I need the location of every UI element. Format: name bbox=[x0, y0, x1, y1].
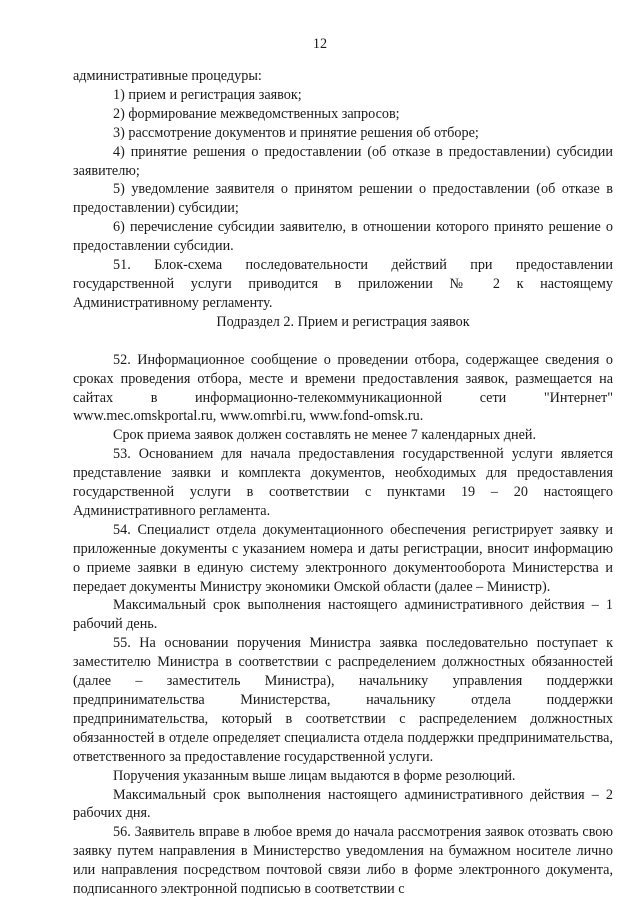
paragraph: административные процедуры: bbox=[73, 68, 262, 84]
list-item: 4) принятие решения о предоставлении (об отказе в предоставлении) субсидии заявителю; bbox=[73, 143, 613, 179]
page-number: 12 bbox=[312, 36, 328, 52]
list-item: 1) прием и регистрация заявок; bbox=[113, 86, 302, 103]
list-item: 2) формирование межведомственных запросов; bbox=[113, 105, 400, 122]
list-item: 5) уведомление заявителя о принятом решении о предоставлении (об отказе в предоставлении) субсидии; bbox=[73, 181, 613, 217]
paragraph: 56. Заявитель вправе в любое время до начала рассмотрения заявок отозвать свою заявку путем направления в Министерство уведомления на бумажном носителе лично или направления посредством почтовой связи либо в форме электронного документа, подписанного электронной подписью в соответствии с bbox=[73, 824, 613, 898]
paragraph: Поручения указанным выше лицам выдаются в форме резолюций. bbox=[113, 767, 516, 784]
paragraph: 53. Основанием для начала предоставления государственной услуги является представление заявки и комплекта документов, необходимых для предоставления государственной услуги в соответствии с пунктами 19 – 20 настоящего Административного регламента. bbox=[73, 446, 613, 519]
list-item: 6) перечисление субсидии заявителю, в отношении которого принято решение о предоставлении субсидии. bbox=[73, 219, 613, 255]
paragraph: 51. Блок-схема последовательности действий при предоставлении государственной услуги приводится в приложении № 2 к настоящему Административному регламенту. bbox=[73, 257, 613, 311]
paragraph: Максимальный срок выполнения настоящего административного действия – 1 рабочий день. bbox=[73, 597, 613, 633]
document-body bbox=[73, 67, 613, 899]
list-item: 3) рассмотрение документов и принятие решения об отборе; bbox=[113, 124, 479, 141]
paragraph: 52. Информационное сообщение о проведении отбора, содержащее сведения о сроках проведения отбора, месте и времени предоставления заявок, размещается на сайтах в информационно-телекоммуникационной сети "Интернет" www.mec.omskportal.ru, www.omrbi.ru, www.fond-omsk.ru. bbox=[73, 351, 613, 425]
subsection-title: Подраздел 2. Прием и регистрация заявок bbox=[216, 313, 470, 330]
paragraph: Срок приема заявок должен составлять не менее 7 календарных дней. bbox=[113, 427, 537, 444]
paragraph: 54. Специалист отдела документационного обеспечения регистрирует заявку и приложенные документы с указанием номера и даты регистрации, вносит информацию о приеме заявки в единую систему электронного документооборота Министерства и передает документы Министру экономики Омской области (далее – Министр). bbox=[73, 521, 613, 595]
paragraph: 55. На основании поручения Министра заявка последовательно поступает к заместителю Министра в соответствии с распределением должностных обязанностей (далее – заместитель Министра), начальнику управления поддержки предпринимательства Министерства, начальнику отдела поддержки предпринимательства, который в соответствии с распределением должностных обязанностей в отделе определяет специалиста отдела поддержки предпринимательства, ответственного за предоставление государственной услуги. bbox=[73, 635, 613, 765]
paragraph: Максимальный срок выполнения настоящего административного действия – 2 рабочих дня. bbox=[73, 786, 613, 822]
